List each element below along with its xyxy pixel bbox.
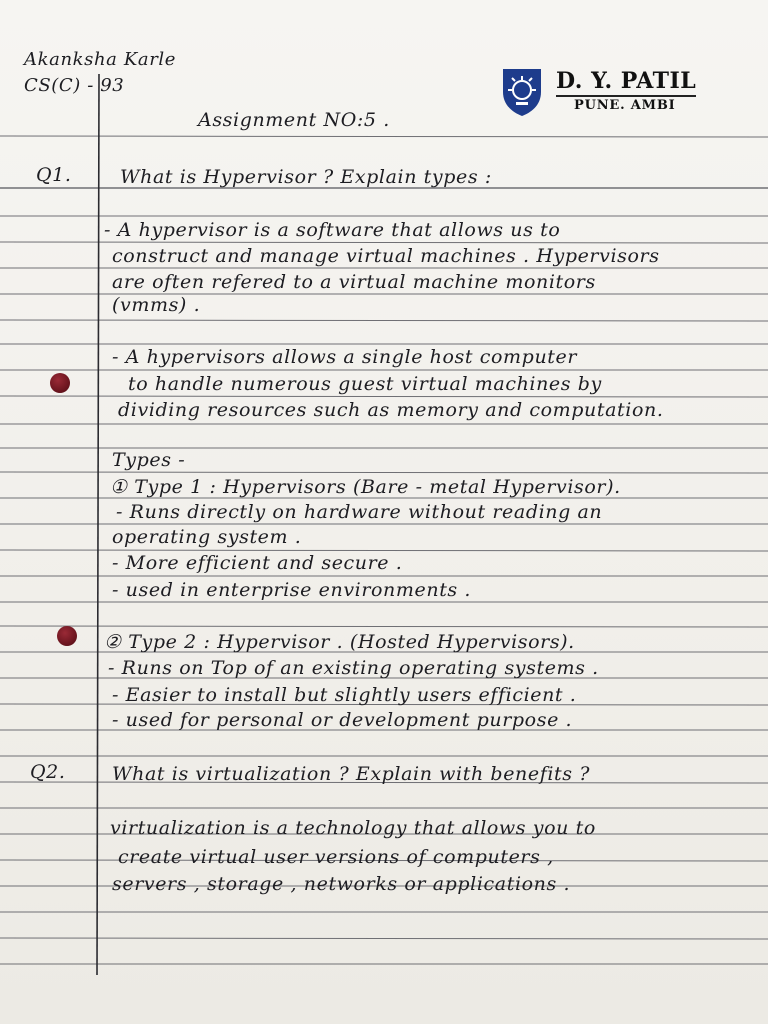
ruled-line <box>0 320 768 321</box>
type1-line: - used in enterprise environments . <box>112 579 472 601</box>
brand-location: PUNE. AMBI <box>574 98 676 113</box>
student-name: Akanksha Karle <box>24 49 177 70</box>
ruled-line <box>0 396 768 397</box>
q1-definition-line: are often refered to a virtual machine monitors <box>112 271 596 293</box>
roll-number: CS(C) - 93 <box>24 75 125 96</box>
hole-punch-icon <box>57 626 77 646</box>
assignment-title: Assignment NO:5 . <box>198 109 390 131</box>
q1-point-line: to handle numerous guest virtual machines by <box>128 373 602 395</box>
ruled-line <box>0 472 768 473</box>
type2-line: ② Type 2 : Hypervisor . (Hosted Hypervisors). <box>104 631 575 653</box>
q1-definition-line: (vmms) . <box>112 294 201 316</box>
brand-underline <box>556 95 696 97</box>
q1-question: What is Hypervisor ? Explain types : <box>120 166 492 188</box>
ruled-line <box>0 136 768 137</box>
q2-question: What is virtualization ? Explain with benefits ? <box>112 763 591 785</box>
q1-point-line: dividing resources such as memory and computation. <box>118 399 664 421</box>
brand-name: D. Y. PATIL <box>556 68 697 94</box>
q2-number: Q2. <box>30 761 66 783</box>
type1-line: - Runs directly on hardware without reading an <box>116 501 603 523</box>
q1-definition-line: construct and manage virtual machines . Hypervisors <box>112 245 660 267</box>
q1-number: Q1. <box>36 164 72 186</box>
hole-punch-icon <box>50 373 70 393</box>
type2-line: - Easier to install but slightly users efficient . <box>112 684 577 706</box>
type1-line: operating system . <box>112 526 302 548</box>
q1-definition-line: - A hypervisor is a software that allows us to <box>104 219 561 241</box>
college-logo-icon <box>500 66 544 118</box>
margin-line <box>97 74 99 975</box>
type2-line: - used for personal or development purpose . <box>112 709 573 731</box>
q2-answer-line: virtualization is a technology that allows you to <box>110 817 596 839</box>
q2-answer-line: servers , storage , networks or applications . <box>112 873 571 895</box>
q2-answer-line: create virtual user versions of computers , <box>118 846 554 868</box>
types-heading: Types - <box>112 449 186 471</box>
type1-line: ① Type 1 : Hypervisors (Bare - metal Hypervisor). <box>110 476 621 498</box>
type2-line: - Runs on Top of an existing operating systems . <box>108 657 599 679</box>
q1-point-line: - A hypervisors allows a single host computer <box>112 346 578 368</box>
ruled-line <box>0 938 768 939</box>
type1-line: - More efficient and secure . <box>112 552 403 574</box>
ruled-line <box>0 626 768 627</box>
ruled-line <box>0 242 768 243</box>
